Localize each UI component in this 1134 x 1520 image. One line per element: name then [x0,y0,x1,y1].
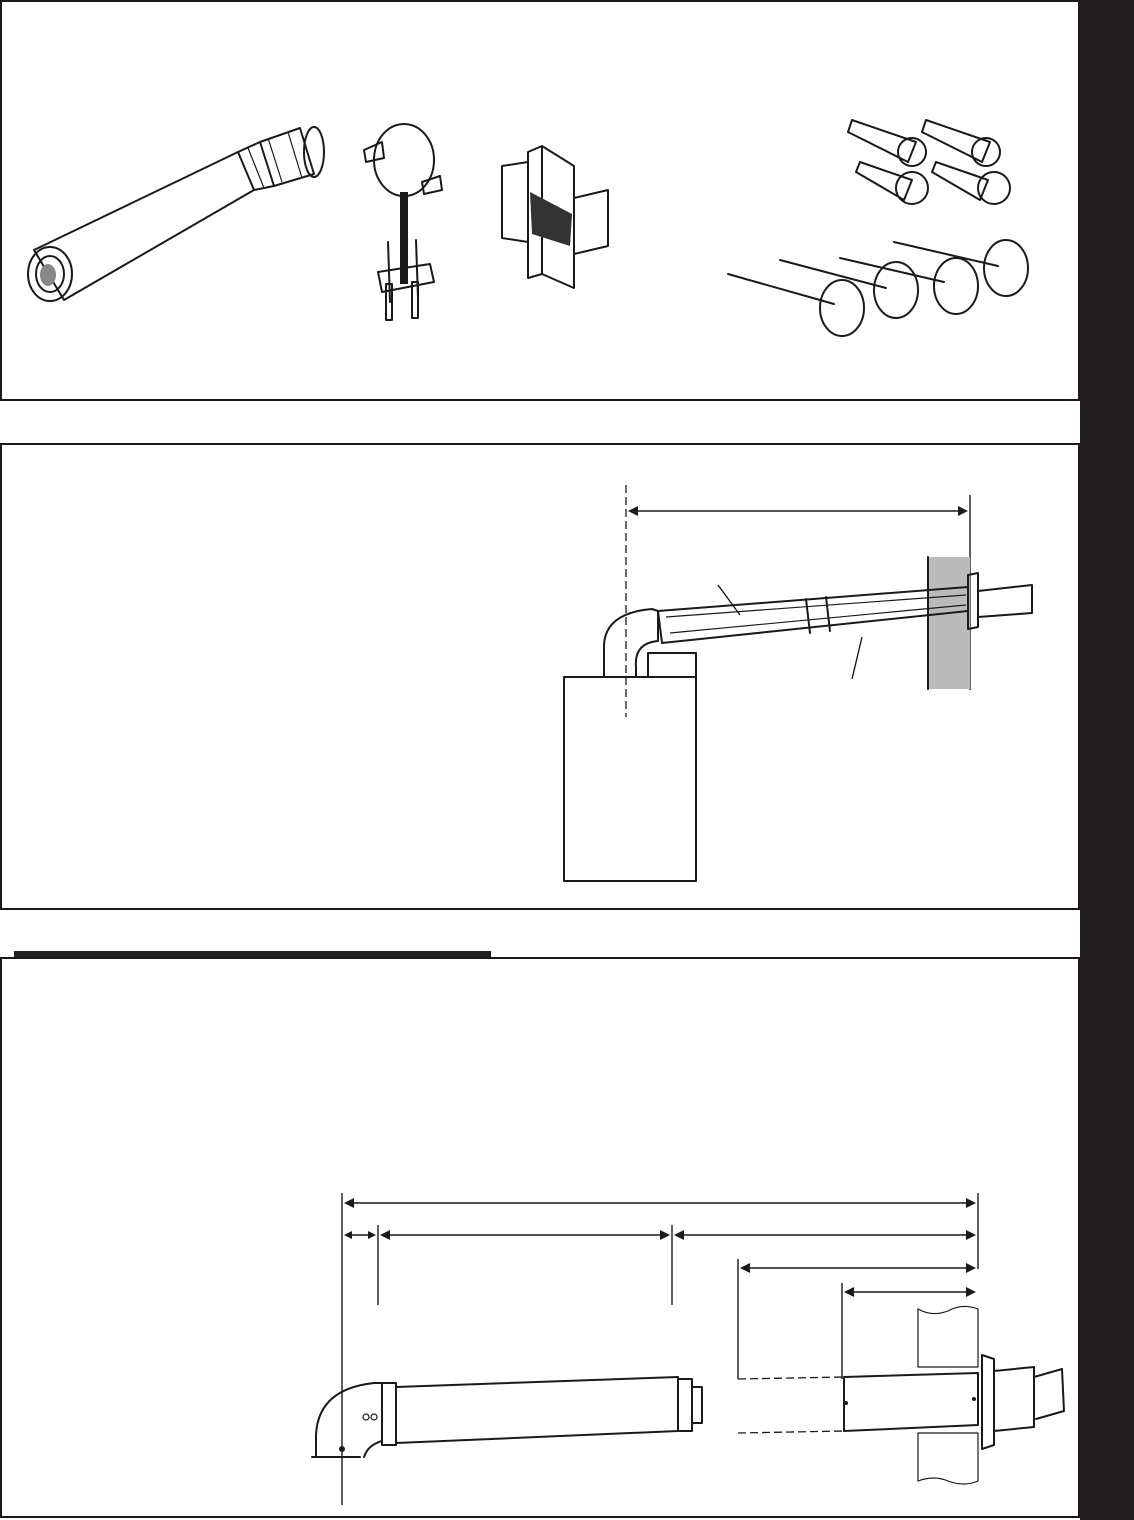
dimensions-diagram [312,1193,1064,1505]
kit-contents-panel [0,0,1080,401]
wall-screws-icon [728,240,1028,336]
installation-panel [0,443,1080,910]
section-side-tab [1080,0,1134,1520]
wall-sleeve-icon [502,146,608,288]
dimensions-panel [0,957,1080,1518]
flue-extension-pipe-icon [28,127,324,301]
wall-plugs-icon [848,120,1010,204]
pipe-support-bracket-icon [364,124,442,320]
installation-diagram [564,485,1032,881]
